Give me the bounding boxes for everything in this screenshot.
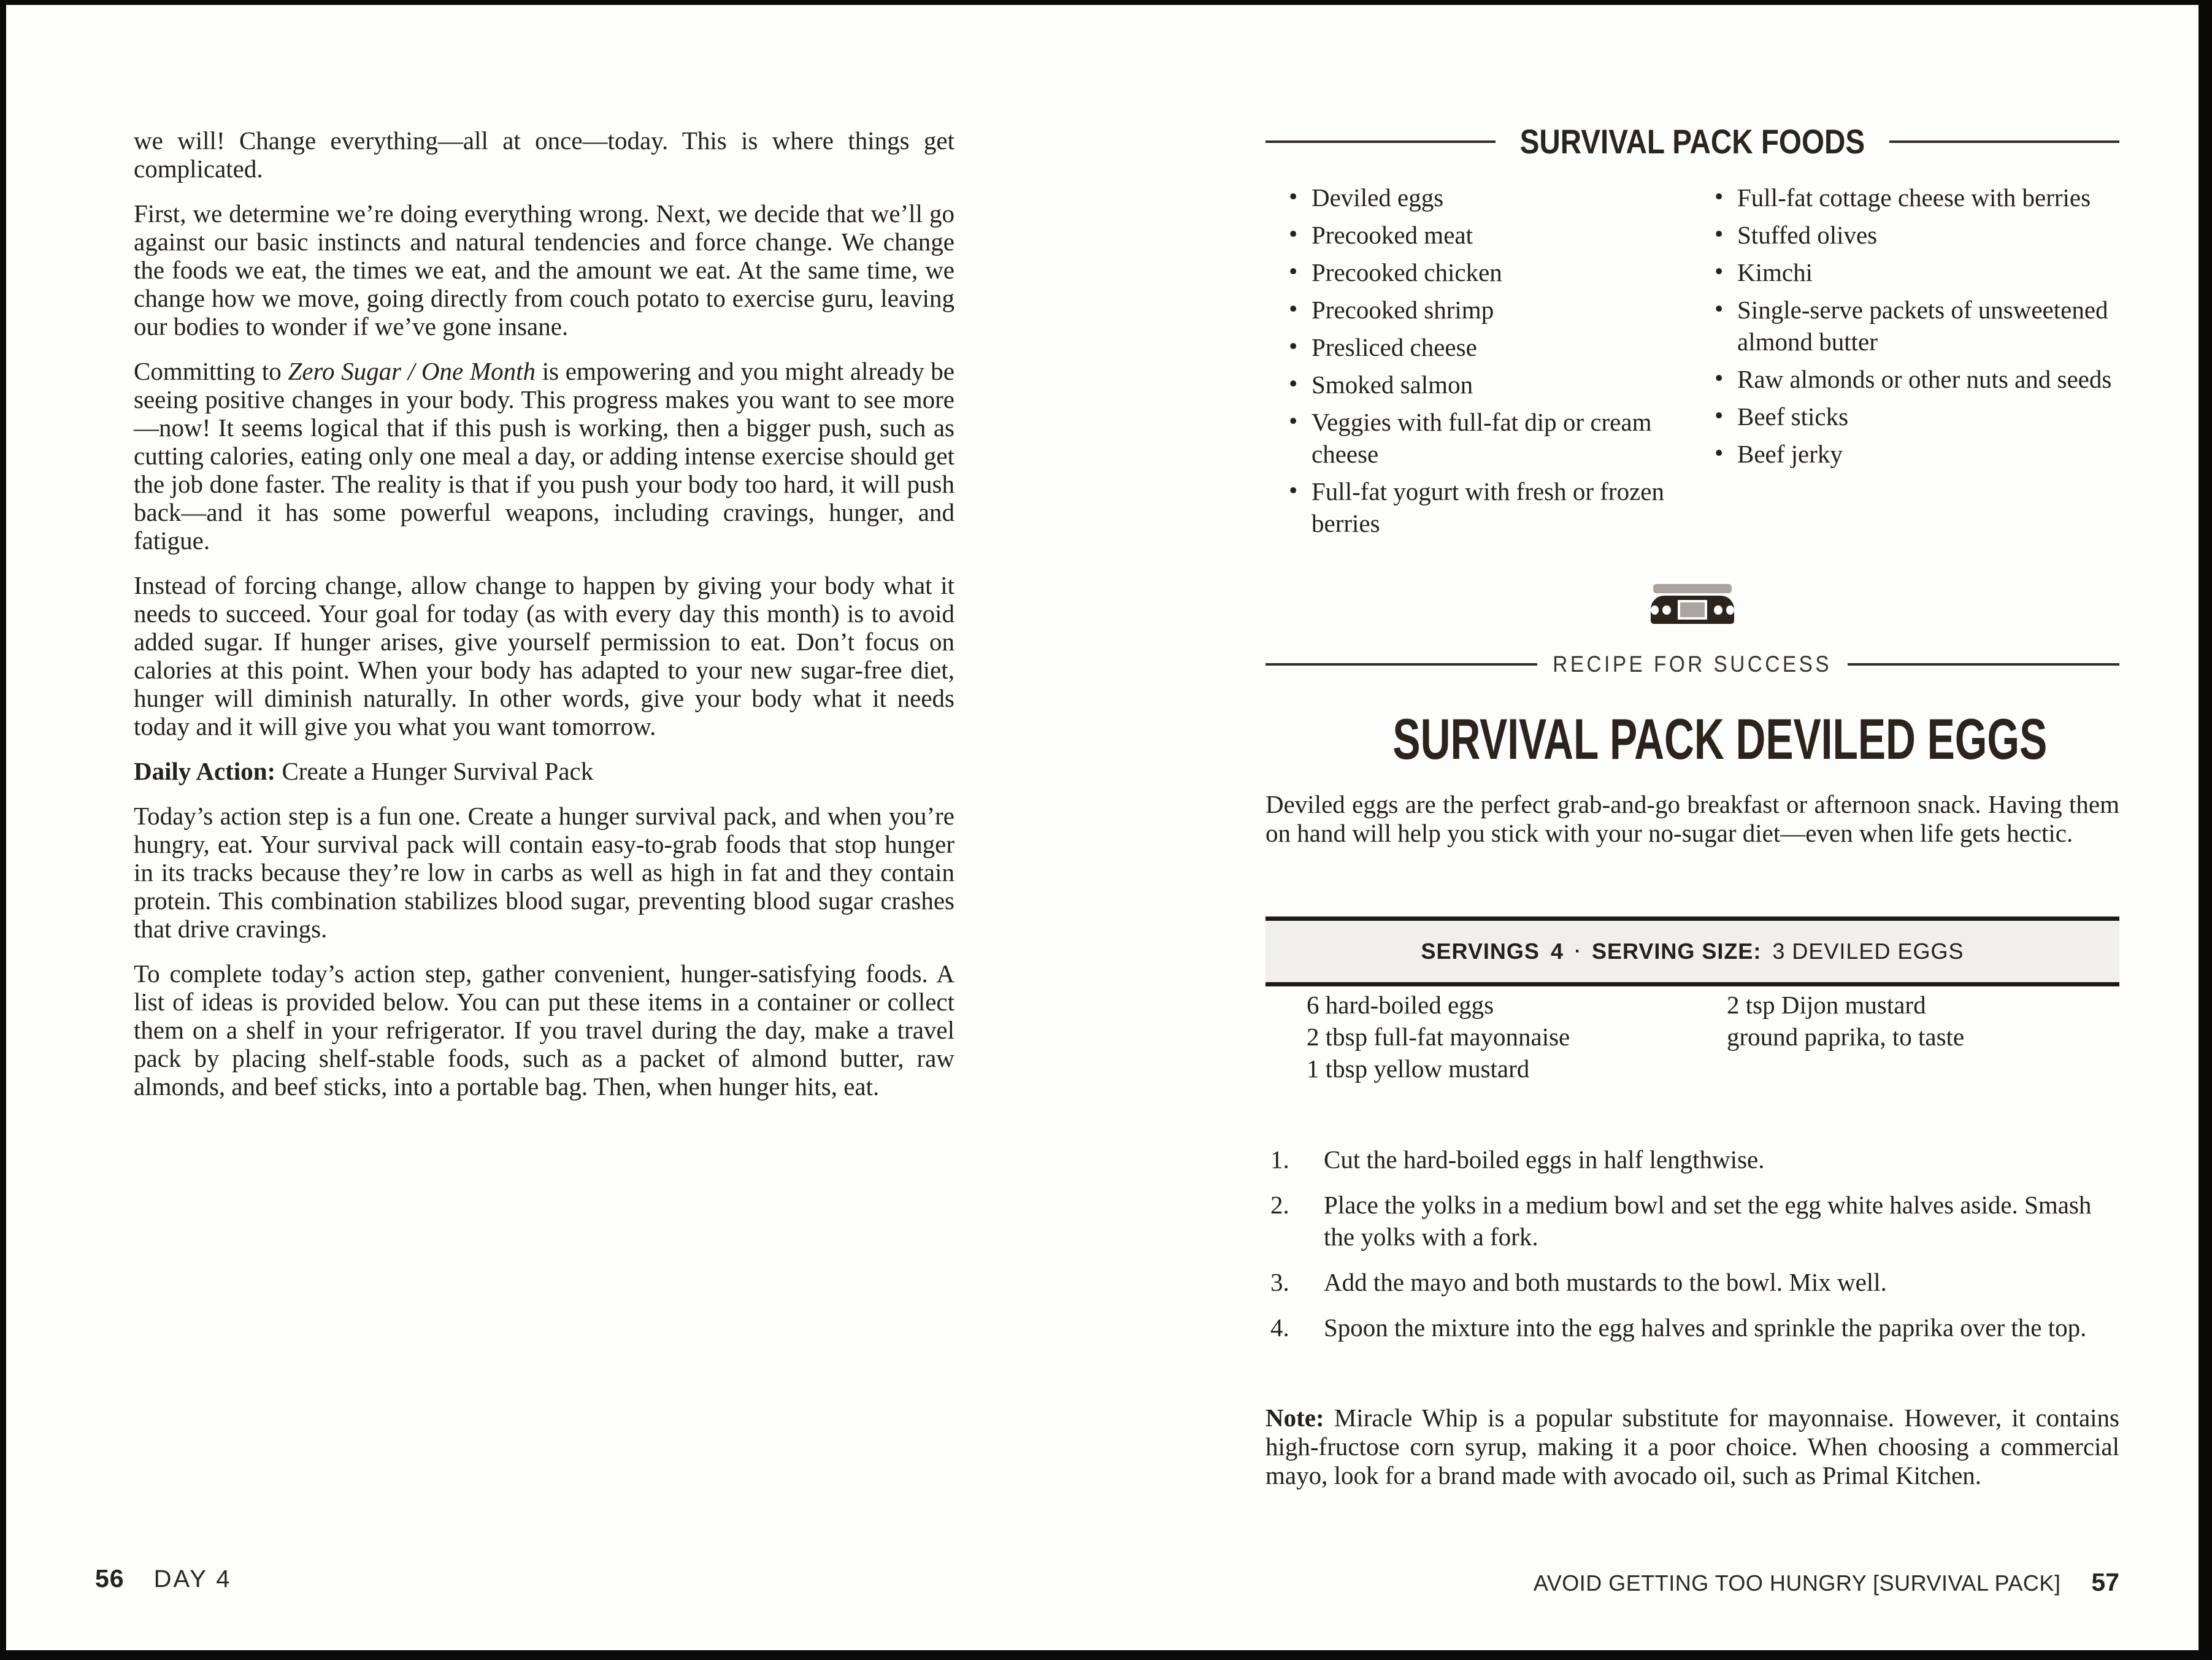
foods-list-column-2 <box>1715 182 2119 545</box>
bullet-marker: • <box>1715 401 1724 429</box>
food-item-text: Beef sticks <box>1737 402 1849 431</box>
chapter-label: AVOID GETTING TOO HUNGRY [SURVIVAL PACK] <box>1533 1570 2061 1596</box>
ingredients-column-2 <box>1727 989 2119 1085</box>
book-title-italic: Zero Sugar / One Month <box>288 357 536 385</box>
food-list-item <box>1289 294 1686 326</box>
kicker-rule-left <box>1265 663 1537 666</box>
bullet-marker: • <box>1289 294 1298 323</box>
bullet-marker: • <box>1715 257 1724 285</box>
recipe-step <box>1265 1266 2119 1298</box>
separator-dot: · <box>1574 941 1581 961</box>
foods-list-column-1 <box>1289 182 1686 545</box>
left-page-footer <box>95 1564 232 1593</box>
recipe-note <box>1265 1404 2119 1490</box>
ingredient-item <box>1307 989 1727 1021</box>
food-list-item <box>1289 182 1686 213</box>
bullet-marker: • <box>1715 182 1724 210</box>
food-list-item <box>1715 256 2119 288</box>
recipe-kicker-text: RECIPE FOR SUCCESS <box>1553 651 1832 677</box>
paragraph: To complete today’s action step, gather convenient, hunger-satisfying foods. A list of ideas is provided below. You can put these items in a container or collect them on a shelf in your refrigerator. If you travel during the day, make a travel pack by placing shelf-stable foods, such as a packet of almond butter, raw almonds, and beef sticks, into a portable bag. Then, when hunger hits, eat. <box>134 959 954 1101</box>
step-text: Place the yolks in a medium bowl and set the egg white halves aside. Smash the yolks with a fork. <box>1324 1191 2092 1251</box>
recipe-title <box>1265 705 2119 773</box>
food-item-text: Raw almonds or other nuts and seeds <box>1737 365 2112 393</box>
paragraph: First, we determine we’re doing everything wrong. Next, we decide that we’ll go against our basic instincts and natural tendencies and force change. We change the foods we eat, the times we eat, and the amount we eat. At the same time, we change how we move, going directly from couch potato to exercise guru, leaving our bodies to wonder if we’ve gone insane. <box>134 199 954 340</box>
step-text: Spoon the mixture into the egg halves and sprinkle the paprika over the top. <box>1324 1313 2087 1342</box>
page-number: 57 <box>2091 1568 2119 1596</box>
bullet-marker: • <box>1289 257 1298 285</box>
food-item-text: Deviled eggs <box>1311 183 1444 212</box>
food-list-item <box>1715 182 2119 213</box>
bullet-marker: • <box>1715 439 1724 467</box>
food-list-item <box>1289 475 1686 539</box>
food-list-item <box>1289 406 1686 470</box>
bullet-marker: • <box>1715 294 1724 323</box>
servings-label: SERVINGS <box>1421 939 1540 964</box>
daily-action-label: Daily Action: <box>134 757 276 785</box>
scale-knob <box>1662 605 1670 615</box>
step-text: Cut the hard-boiled eggs in half lengthwise. <box>1324 1145 1765 1174</box>
note-text: Miracle Whip is a popular substitute for mayonnaise. However, it contains high-fructose corn syrup, making it a poor choice. When choosing a commercial mayo, look for a brand made with avocado oil, such as Primal Kitchen. <box>1265 1404 2119 1489</box>
food-item-text: Stuffed olives <box>1737 221 1878 249</box>
paragraph-text: Committing to <box>134 357 288 385</box>
ingredient-text: 2 tsp Dijon mustard <box>1727 991 1926 1019</box>
bullet-marker: • <box>1289 220 1298 248</box>
note-label: Note: <box>1265 1404 1324 1432</box>
ingredient-text: 2 tbsp full-fat mayonnaise <box>1307 1023 1570 1051</box>
step-number: 4. <box>1270 1313 1289 1342</box>
bullet-marker: • <box>1715 220 1724 248</box>
scale-display-window <box>1678 600 1708 620</box>
step-number: 2. <box>1270 1191 1289 1219</box>
kicker-rule-right <box>1848 663 2119 666</box>
paragraph-text: is empowering and you might already be seeing positive changes in your body. This progress makes you want to see more—now! It seems logical that if this push is working, then a bigger push, such as cutting calories, eating only one meal a day, or adding intense exercise should get the job done faster. The reality is that if you push your body too hard, it will push back—and it has some powerful weapons, including cravings, hunger, and fatigue. <box>134 357 954 555</box>
recipe-title-text: SURVIVAL PACK DEVILED EGGS <box>1392 707 2048 771</box>
scale-plate <box>1653 584 1732 593</box>
scale-knob <box>1714 605 1722 615</box>
bullet-marker: • <box>1289 476 1298 504</box>
food-list-item <box>1715 219 2119 251</box>
step-text: Add the mayo and both mustards to the bowl. Mix well. <box>1324 1268 1887 1296</box>
paragraph: we will! Change everything—all at once—today. This is where things get complicated. <box>134 126 954 183</box>
food-item-text: Smoked salmon <box>1311 371 1473 399</box>
chapter-label: DAY 4 <box>153 1566 232 1593</box>
foods-section-header <box>1265 121 2119 161</box>
scale-knob <box>1651 605 1659 615</box>
header-rule-right <box>1889 140 2119 143</box>
bullet-marker: • <box>1289 182 1298 210</box>
servings-value: 4 <box>1550 939 1564 964</box>
recipe-step <box>1265 1189 2119 1253</box>
food-item-text: Presliced cheese <box>1311 333 1477 361</box>
paragraph <box>134 357 954 555</box>
paragraph: Today’s action step is a fun one. Create a hunger survival pack, and when you’re hungry, eat. Your survival pack will contain easy-to-grab foods that stop hunger in its tracks because they’re low in carbs as well as high in fat and they contain protein. This combination stabilizes blood sugar, preventing blood sugar crashes that drive cravings. <box>134 802 954 943</box>
food-list-item <box>1289 331 1686 363</box>
scale-knob <box>1726 605 1734 615</box>
page-number: 56 <box>95 1564 125 1593</box>
ingredient-item <box>1727 1021 2119 1053</box>
serving-size-value: 3 DEVILED EGGS <box>1772 939 1964 964</box>
paragraph: Instead of forcing change, allow change to happen by giving your body what it needs to succeed. Your goal for today (as with every day this month) is to avoid added sugar. If hunger arises, give yourself permission to eat. Don’t focus on calories at this point. When your body has adapted to your new sugar-free diet, hunger will diminish naturally. In other words, give your body what it needs today and it will give you what you want tomorrow. <box>134 571 954 740</box>
left-page <box>134 126 954 1117</box>
food-list-item <box>1715 363 2119 395</box>
food-item-text: Precooked meat <box>1311 221 1473 249</box>
ingredients-columns <box>1265 989 2119 1085</box>
header-rule-left <box>1265 140 1496 143</box>
food-item-text: Precooked chicken <box>1311 258 1502 286</box>
recipe-step <box>1265 1143 2119 1175</box>
food-list-item <box>1715 294 2119 358</box>
bullet-marker: • <box>1289 407 1298 435</box>
bullet-marker: • <box>1715 364 1724 392</box>
step-number: 3. <box>1270 1268 1289 1296</box>
ingredient-item <box>1727 989 2119 1021</box>
food-item-text: Beef jerky <box>1737 440 1843 468</box>
food-item-text: Full-fat yogurt with fresh or frozen berries <box>1311 477 1664 537</box>
food-list-item <box>1715 438 2119 470</box>
ingredient-text: 6 hard-boiled eggs <box>1307 991 1494 1019</box>
food-item-text: Precooked shrimp <box>1311 296 1494 324</box>
ingredient-text: ground paprika, to taste <box>1727 1023 1965 1051</box>
right-page-footer <box>1534 1568 2119 1597</box>
bullet-marker: • <box>1289 332 1298 360</box>
recipe-description: Deviled eggs are the perfect grab-and-go breakfast or afternoon snack. Having them on hand will help you stick with your no-sugar diet—even when life gets hectic. <box>1265 790 2119 847</box>
kitchen-scale-icon <box>1651 584 1734 624</box>
ingredient-item <box>1307 1053 1727 1085</box>
ingredient-text: 1 tbsp yellow mustard <box>1307 1055 1530 1083</box>
ingredients-column-1 <box>1307 989 1727 1085</box>
food-item-text: Full-fat cottage cheese with berries <box>1737 183 2091 212</box>
daily-action-line <box>134 757 954 785</box>
daily-action-text: Create a Hunger Survival Pack <box>275 757 594 785</box>
food-item-text: Veggies with full-fat dip or cream cheese <box>1311 408 1652 468</box>
recipe-steps <box>1265 1143 2119 1357</box>
bullet-marker: • <box>1289 369 1298 398</box>
scale-body <box>1651 596 1734 624</box>
foods-header-title: SURVIVAL PACK FOODS <box>1519 122 1865 161</box>
servings-bar <box>1265 916 2119 986</box>
step-number: 1. <box>1270 1145 1289 1174</box>
recipe-step <box>1265 1312 2119 1343</box>
food-list-item <box>1289 369 1686 401</box>
right-page <box>1265 0 2119 1660</box>
food-item-text: Single-serve packets of unsweetened almond butter <box>1737 296 2108 356</box>
food-list-item <box>1289 219 1686 251</box>
ingredient-item <box>1307 1021 1727 1053</box>
serving-size-label: SERVING SIZE: <box>1591 939 1762 964</box>
food-item-text: Kimchi <box>1737 258 1813 286</box>
food-list-item <box>1289 256 1686 288</box>
food-list-item <box>1715 401 2119 432</box>
foods-list-columns <box>1265 182 2119 545</box>
recipe-kicker-header <box>1265 651 2119 677</box>
